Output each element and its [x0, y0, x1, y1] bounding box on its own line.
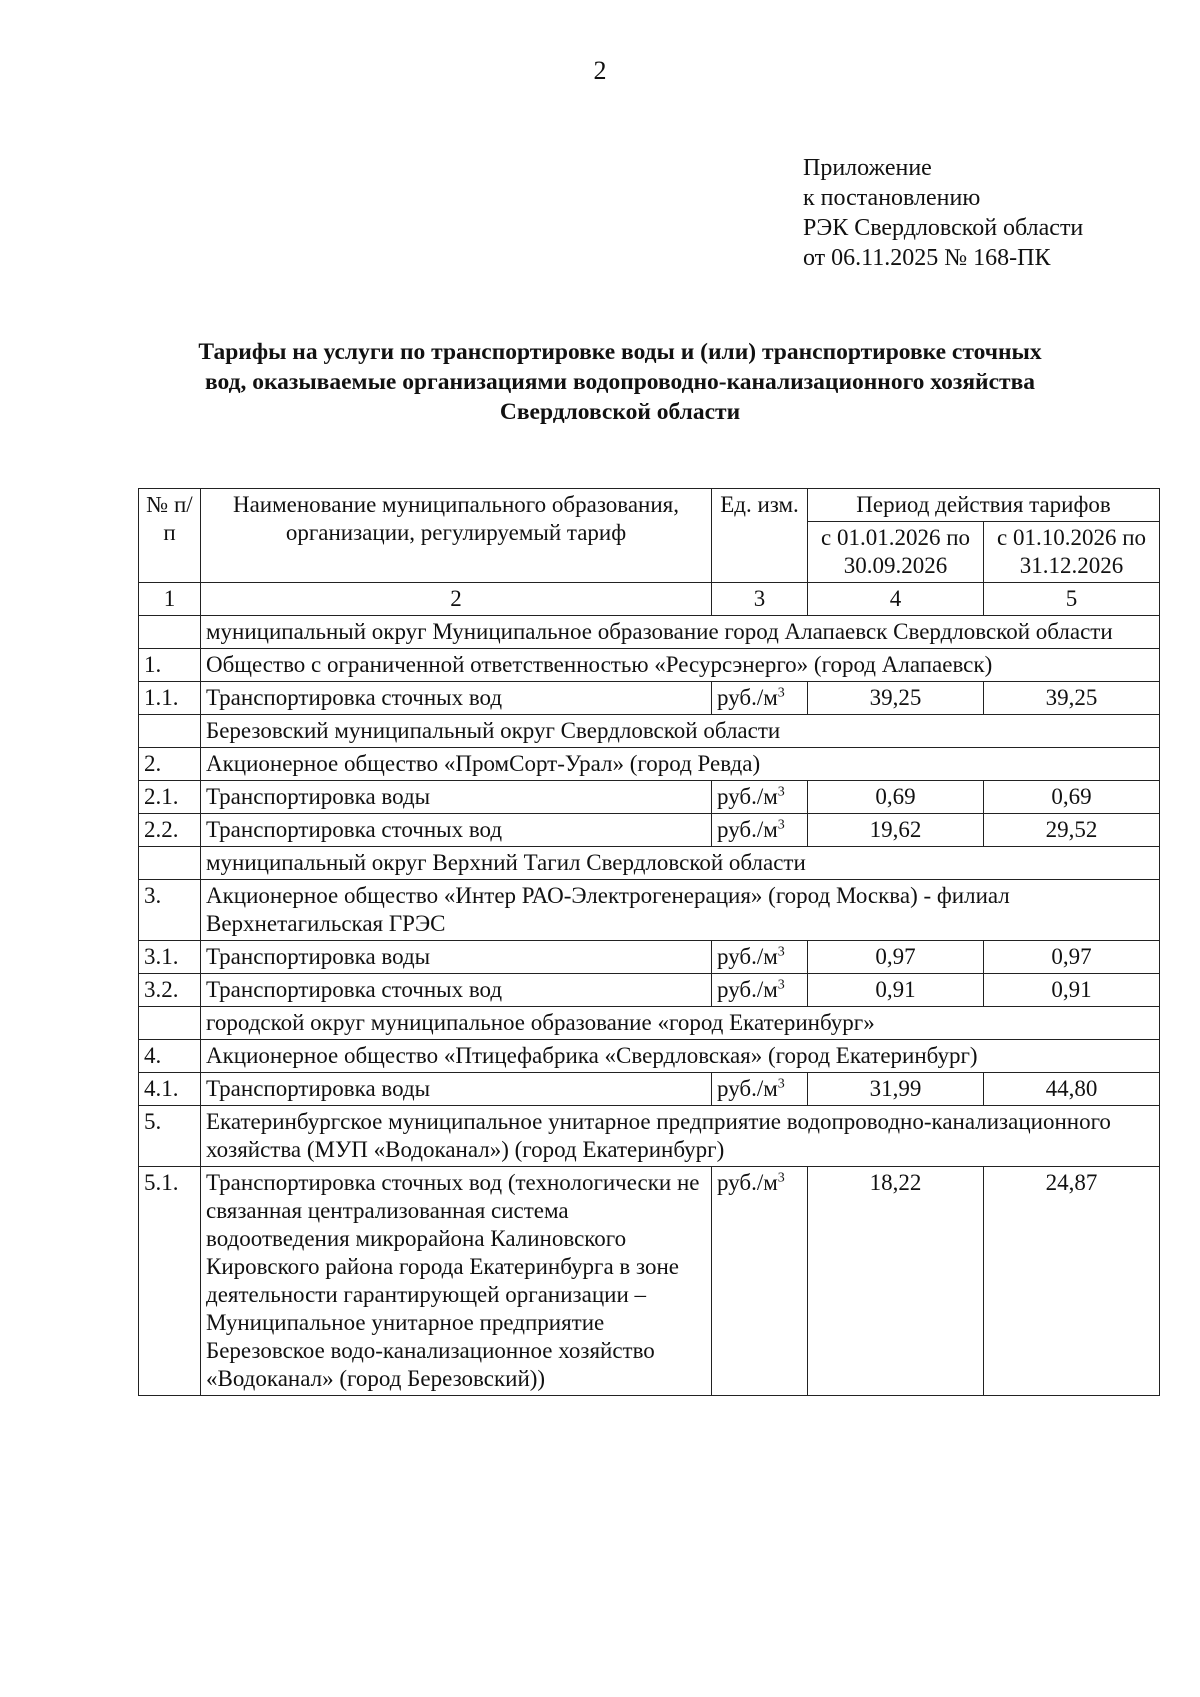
unit-exponent: 3 [777, 1076, 785, 1092]
tariff-name: Транспортировка сточных вод [201, 682, 712, 715]
page-number: 2 [593, 56, 607, 85]
table-row [139, 682, 1160, 715]
row-number: 1. [139, 649, 201, 682]
empty-cell [139, 847, 201, 880]
organization-name: Общество с ограниченной ответственностью «Ресурсэнерго» (город Алапаевск) [201, 649, 1160, 682]
organization-name: Акционерное общество «Интер РАО-Электрогенерация» (город Москва) - филиал Верхнетагильская ГРЭС [201, 880, 1160, 941]
table-header-row [139, 489, 1160, 522]
header-period-2: с 01.10.2026 по 31.12.2026 [984, 522, 1160, 583]
row-number: 1.1. [139, 682, 201, 715]
table-row [139, 941, 1160, 974]
unit-cell [712, 814, 808, 847]
appendix-line: Приложение [803, 155, 932, 181]
tariff-name: Транспортировка воды [201, 941, 712, 974]
tariff-value-period-2: 24,87 [984, 1167, 1160, 1396]
organization-name: Екатеринбургское муниципальное унитарное предприятие водопроводно-канализационного хозяйства (МУП «Водоканал») (город Екатеринбург) [201, 1106, 1160, 1167]
tariff-value-period-2: 0,91 [984, 974, 1160, 1007]
column-number: 3 [712, 583, 808, 616]
tariff-name: Транспортировка сточных вод (технологически не связанная централизованная система водоотведения микрорайона Калиновского Кировского района города Екатеринбурга в зоне деятельности гарантирующей организации – Муниципальное унитарное предприятие Березовское водо-канализационное хозяйство «Водоканал» (город Березовский)) [201, 1167, 712, 1396]
unit-exponent: 3 [777, 817, 785, 833]
municipality-row [139, 715, 1160, 748]
column-number: 5 [984, 583, 1160, 616]
tariff-value-period-1: 0,91 [808, 974, 984, 1007]
unit-exponent: 3 [777, 977, 785, 993]
column-number: 2 [201, 583, 712, 616]
unit-text: руб./м [717, 685, 778, 710]
municipality-row [139, 616, 1160, 649]
tariff-value-period-1: 19,62 [808, 814, 984, 847]
header-number: № п/п [139, 489, 201, 583]
unit-cell [712, 781, 808, 814]
row-number: 2.1. [139, 781, 201, 814]
unit-text: руб./м [717, 944, 778, 969]
row-number: 5.1. [139, 1167, 201, 1396]
tariff-value-period-2: 39,25 [984, 682, 1160, 715]
unit-text: руб./м [717, 1170, 778, 1195]
municipality-name: муниципальный округ Муниципальное образование город Алапаевск Свердловской области [201, 616, 1160, 649]
appendix-line: от 06.11.2025 № 168-ПК [803, 245, 1051, 271]
tariff-value-period-2: 29,52 [984, 814, 1160, 847]
header-name: Наименование муниципального образования, организации, регулируемый тариф [201, 489, 712, 583]
organization-row [139, 748, 1160, 781]
unit-cell [712, 1167, 808, 1396]
tariff-value-period-1: 0,97 [808, 941, 984, 974]
header-unit: Ед. изм. [712, 489, 808, 583]
tariff-name: Транспортировка воды [201, 1073, 712, 1106]
organization-name: Акционерное общество «Птицефабрика «Свердловская» (город Екатеринбург) [201, 1040, 1160, 1073]
tariff-table [138, 488, 1160, 1396]
tariff-name: Транспортировка сточных вод [201, 814, 712, 847]
tariff-name: Транспортировка воды [201, 781, 712, 814]
tariff-value-period-1: 39,25 [808, 682, 984, 715]
tariff-value-period-1: 18,22 [808, 1167, 984, 1396]
unit-cell [712, 941, 808, 974]
empty-cell [139, 1007, 201, 1040]
table-row [139, 814, 1160, 847]
municipality-name: городской округ муниципальное образование «город Екатеринбург» [201, 1007, 1160, 1040]
table-row [139, 1073, 1160, 1106]
organization-row [139, 1106, 1160, 1167]
row-number: 2.2. [139, 814, 201, 847]
row-number: 4.1. [139, 1073, 201, 1106]
organization-row [139, 880, 1160, 941]
empty-cell [139, 616, 201, 649]
row-number: 2. [139, 748, 201, 781]
organization-row [139, 1040, 1160, 1073]
tariff-value-period-1: 31,99 [808, 1073, 984, 1106]
row-number: 3.2. [139, 974, 201, 1007]
tariff-value-period-2: 0,97 [984, 941, 1160, 974]
empty-cell [139, 715, 201, 748]
unit-exponent: 3 [777, 1170, 785, 1186]
tariff-value-period-1: 0,69 [808, 781, 984, 814]
title-line: вод, оказываемые организациями водопроводно-канализационного хозяйства [204, 369, 1036, 395]
appendix-line: РЭК Свердловской области [803, 215, 1084, 241]
tariff-value-period-2: 0,69 [984, 781, 1160, 814]
unit-exponent: 3 [777, 784, 785, 800]
title-line: Свердловской области [499, 399, 741, 425]
organization-row [139, 649, 1160, 682]
column-number-row [139, 583, 1160, 616]
table-row [139, 781, 1160, 814]
unit-text: руб./м [717, 784, 778, 809]
row-number: 4. [139, 1040, 201, 1073]
unit-cell [712, 682, 808, 715]
unit-text: руб./м [717, 977, 778, 1002]
unit-text: руб./м [717, 1076, 778, 1101]
table-row [139, 974, 1160, 1007]
header-period-1: с 01.01.2026 по 30.09.2026 [808, 522, 984, 583]
municipality-name: Березовский муниципальный округ Свердловской области [201, 715, 1160, 748]
column-number: 1 [139, 583, 201, 616]
header-period: Период действия тарифов [808, 489, 1160, 522]
unit-text: руб./м [717, 817, 778, 842]
appendix-line: к постановлению [803, 185, 981, 211]
tariff-name: Транспортировка сточных вод [201, 974, 712, 1007]
row-number: 5. [139, 1106, 201, 1167]
unit-cell [712, 974, 808, 1007]
organization-name: Акционерное общество «ПромСорт-Урал» (город Ревда) [201, 748, 1160, 781]
row-number: 3. [139, 880, 201, 941]
unit-exponent: 3 [777, 685, 785, 701]
title-line: Тарифы на услуги по транспортировке воды и (или) транспортировке сточных [198, 339, 1042, 365]
unit-cell [712, 1073, 808, 1106]
municipality-name: муниципальный округ Верхний Тагил Свердловской области [201, 847, 1160, 880]
row-number: 3.1. [139, 941, 201, 974]
tariff-value-period-2: 44,80 [984, 1073, 1160, 1106]
municipality-row [139, 1007, 1160, 1040]
table-row [139, 1167, 1160, 1396]
document-title [130, 337, 1110, 427]
municipality-row [139, 847, 1160, 880]
appendix-note [803, 153, 1083, 273]
column-number: 4 [808, 583, 984, 616]
unit-exponent: 3 [777, 944, 785, 960]
